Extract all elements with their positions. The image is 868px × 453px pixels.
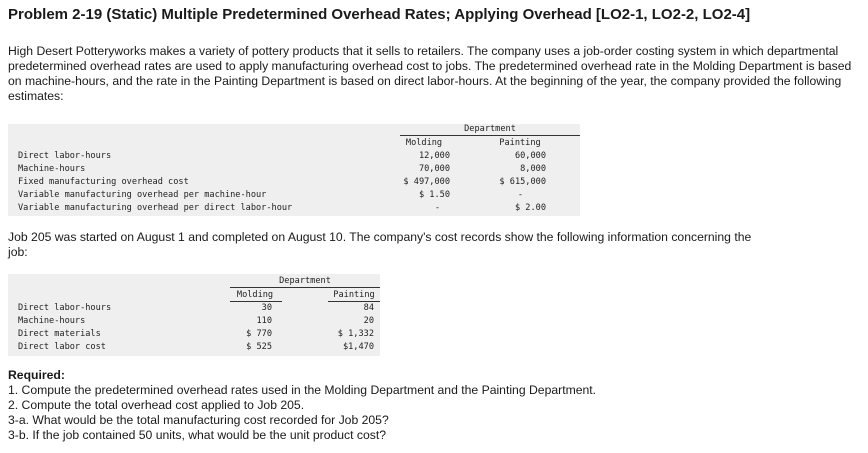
table-row-label: Direct labor-hours [18, 303, 112, 313]
problem-title: Problem 2-19 (Static) Multiple Predetermined Overhead Rates; Applying Overhead [LO2-1, LO2-2, LO2-4] [8, 6, 751, 23]
table-cell: $ 1,332 [337, 329, 374, 339]
job-205-table [8, 274, 380, 356]
table-cell: 110 [256, 316, 272, 326]
department-group-header: Department [279, 276, 331, 286]
table-cell: 70,000 [418, 164, 450, 174]
table-cell: 12,000 [418, 151, 450, 161]
column-rule-painting [328, 301, 380, 302]
column-rule-molding [230, 301, 282, 302]
table-row-label: Fixed manufacturing overhead cost [18, 177, 189, 187]
estimates-table [8, 124, 580, 216]
table-row-label: Machine-hours [18, 316, 86, 326]
required-heading: Required: [8, 368, 65, 382]
required-item-3b: 3-b. If the job contained 50 units, what would be the unit product cost? [8, 428, 387, 442]
table-row-label: Variable manufacturing overhead per direct labor-hour [18, 203, 293, 213]
department-group-header: Department [464, 124, 516, 134]
table-cell: $ 497,000 [403, 177, 450, 187]
table-row-label: Direct labor cost [18, 342, 106, 352]
header-rule [400, 135, 580, 136]
table-cell: 84 [363, 303, 374, 313]
table-row-label: Direct labor-hours [18, 151, 112, 161]
table-cell: - [434, 203, 440, 213]
intro-paragraph: High Desert Potteryworks makes a variety of pottery products that it sells to retailers. The company uses a job-order costing system in which departmental predetermined overhead rates are used to apply manufacturing overhead cost to jobs. The predetermined overhead rate in the Molding Department is based on machine-hours, and the rate in the Painting Department is based on direct labor-hours. At the beginning of the year, the company provided the following estimates: [8, 44, 852, 103]
table-cell: $ 1.50 [418, 190, 450, 200]
header-rule [230, 287, 380, 288]
table-cell: 30 [261, 303, 272, 313]
table-cell: $ 2.00 [514, 203, 546, 213]
job-paragraph: Job 205 was started on August 1 and completed on August 10. The company's cost records show the following information concerning the job: [8, 230, 752, 259]
column-header-molding: Molding [405, 138, 443, 148]
table-row-label: Machine-hours [18, 164, 86, 174]
table-cell: 8,000 [520, 164, 546, 174]
table-cell: $1,470 [342, 342, 374, 352]
required-item-1: 1. Compute the predetermined overhead rates used in the Molding Department and the Painting Department. [8, 383, 597, 397]
table-cell: 60,000 [514, 151, 546, 161]
required-item-2: 2. Compute the total overhead cost applied to Job 205. [8, 398, 305, 412]
table-cell: 20 [363, 316, 374, 326]
table-row-label: Variable manufacturing overhead per machine-hour [18, 190, 267, 200]
column-header-painting: Painting [499, 138, 541, 148]
table-cell: $ 770 [246, 329, 272, 339]
table-cell: - [517, 190, 523, 200]
table-cell: $ 615,000 [499, 177, 546, 187]
table-cell: $ 525 [246, 342, 272, 352]
column-header-molding: Molding [236, 290, 274, 300]
column-header-painting: Painting [333, 290, 375, 300]
required-item-3a: 3-a. What would be the total manufacturing cost recorded for Job 205? [8, 413, 389, 427]
table-row-label: Direct materials [18, 329, 101, 339]
